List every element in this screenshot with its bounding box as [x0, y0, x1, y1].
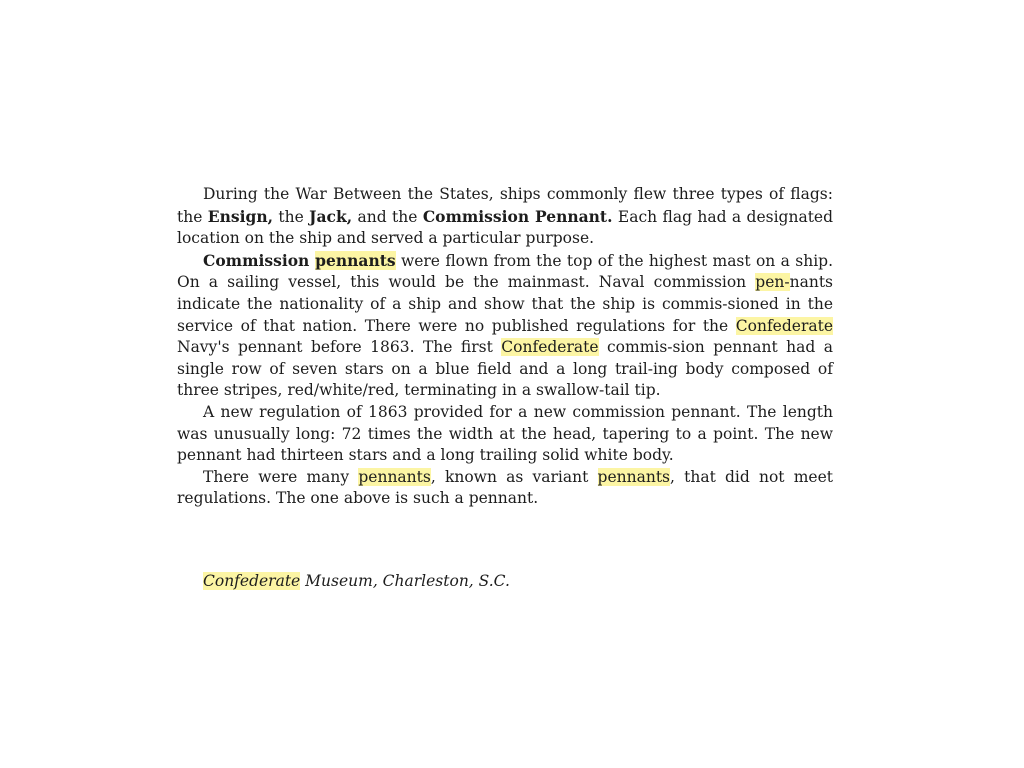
text-run: Each flag had a designated location on the ship and served a particular purpose. [177, 207, 834, 248]
highlighted-term: Confederate [735, 316, 833, 335]
caption-text: Museum, Charleston, S.C. [300, 572, 510, 590]
image-caption [203, 571, 510, 593]
bold-term: Ensign, [207, 206, 273, 226]
body-text [177, 184, 833, 510]
highlighted-term: Confederate [501, 338, 599, 357]
text-run: A new regulation of 1863 provided for a new commission pennant. The length was unusually long: 72 times the width at the head, tapering to a point. The new pennant had thirteen stars and a long trailing solid white body. [177, 402, 833, 465]
text-run: During the War Between the States, ships commonly flew three types of flags: the [177, 185, 833, 226]
bold-term: Commission Pennant. [422, 206, 613, 226]
text-run: commis-sion pennant had a single row of seven stars on a blue field and a long trail-ing body composed of three stripes, red/white/red, terminating in a swallow-tail tip. [177, 338, 834, 400]
text-run: , that did not meet regulations. The one above is such a pennant. [177, 467, 834, 508]
highlighted-term: pen- [755, 273, 790, 292]
bold-term: Jack, [309, 206, 353, 226]
paragraph [177, 402, 833, 467]
text-run: were flown from the top of the highest mast on a ship. On a sailing vessel, this would be the mainmast. Naval commission [177, 251, 833, 292]
text-run: There were many [203, 467, 359, 486]
text-run: nants indicate the nationality of a ship and show that the ship is commis-sioned in the service of that nation. There were no published regulations for the [177, 273, 833, 335]
highlighted-term: pennants [358, 467, 431, 486]
text-run: and the [352, 207, 423, 226]
text-run: , known as variant [430, 467, 598, 486]
paragraph [177, 250, 833, 402]
paragraph [177, 467, 833, 510]
text-run: the [272, 207, 310, 226]
text-run: Navy's pennant before 1863. The first [177, 338, 502, 357]
paragraph [177, 184, 833, 250]
highlighted-term: pennants [597, 467, 670, 486]
highlighted-term: pennants [315, 250, 396, 270]
bold-term: Commission [203, 250, 316, 270]
caption-highlighted-text: Confederate [203, 572, 301, 590]
